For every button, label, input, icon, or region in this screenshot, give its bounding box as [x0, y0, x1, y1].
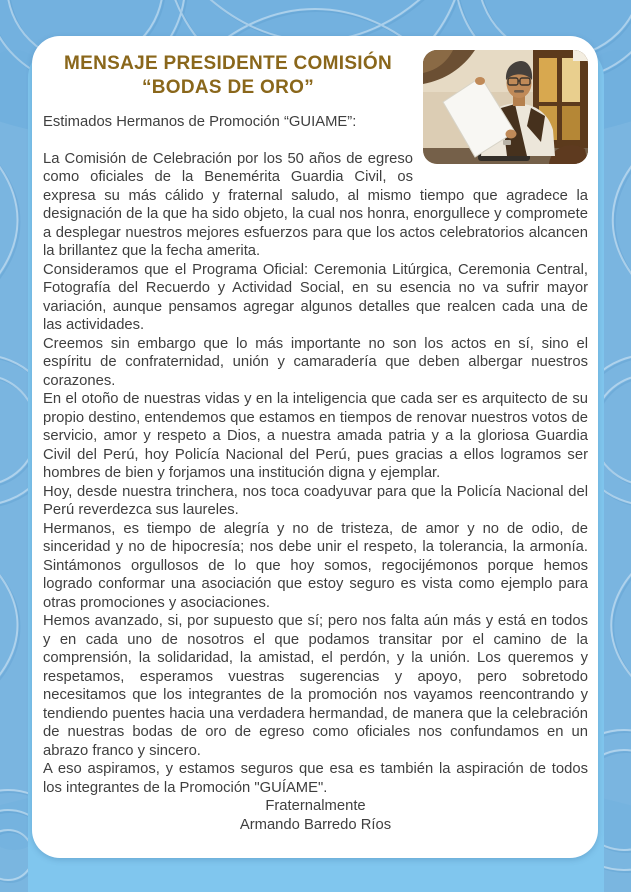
page-title-line1: MENSAJE PRESIDENTE COMISIÓN	[64, 53, 392, 74]
paragraph-3: Creemos sin embargo que lo más importante no son los actos en sí, sino el espíritu de confraternidad, unión y camaradería que deben albergar nuestros corazones.	[43, 335, 588, 389]
content-card	[32, 36, 598, 858]
paragraph-1: La Comisión de Celebración por los 50 años de egreso como oficiales de la Benemérita Guardia Civil, os expresa su más cálido y fraternal saludo, al mismo tiempo que agradece la designación de la que ha sido objeto, la cual nos honra, enorgullece y compromete a desplegar nuestros mejores esfuerzos para que los actos celebratorios alcancen la brillantez que la fecha amerita.	[43, 150, 588, 259]
salutation: Estimados Hermanos de Promoción “GUIAME”:	[43, 114, 357, 130]
paragraph-4: En el otoño de nuestras vidas y en la inteligencia que cada ser es arquitecto de su propio destino, entendemos que estamos en tiempos de renovar nuestros votos de servicio, amor y respeto a Dios, a nuestra amada patria y a la gloriosa Guardia Civil del Perú, hoy Policía Nacional del Perú, pues gracias a ellos logramos ser hombres de bien y forjamos una institución digna y ejemplar.	[43, 391, 588, 481]
signature-name: Armando Barredo Ríos	[239, 816, 392, 833]
page-title-line2: “BODAS DE ORO”	[141, 77, 315, 98]
closing-word: Fraternalmente	[265, 798, 366, 814]
paragraph-5: Hoy, desde nuestra trinchera, nos toca coadyuvar para que la Policía Nacional del Perú reverdezca sus laureles.	[43, 483, 588, 518]
paragraph-8: A eso aspiramos, y estamos seguros que esa es también la aspiración de todos los integrantes de la Promoción "GUÍAME".	[43, 761, 588, 796]
message-body	[43, 113, 588, 797]
president-reading-letter-photo	[423, 50, 588, 164]
paragraph-7: Hemos avanzado, si, por supuesto que sí; pero nos falta aún más y está en todos y en cada uno de nosotros el que podamos transitar por el camino de la comprensión, la solidaridad, la amistad, el perdón, y la unión. Los queremos y respetamos, esperamos vuestras sugerencias y apoyo, pero sobretodo necesitamos que los integrantes de la promoción nos vayamos reencontrando y tendiendo puentes hacia una verdadera hermandad, de manera que la celebración de nuestras bodas de oro de egreso como oficiales nos confundamos en un abrazo franco y sincero.	[43, 613, 588, 759]
paragraph-2: Consideramos que el Programa Oficial: Ceremonia Litúrgica, Ceremonia Central, Fotografía del Recuerdo y Actividad Social, en su esencia no va sufrir mayor variación, aunque pensamos agregar algunos detalles que realcen cada una de las actividades.	[43, 261, 588, 333]
paragraph-6: Hermanos, es tiempo de alegría y no de tristeza, de amor y no de odio, de sinceridad y no de hipocresía; nos debe unir el respeto, la tolerancia, la armonía. Sintámonos orgullosos de lo que hoy somos, regocijémonos porque hemos logrado conformar una asociación que estoy seguro es vista como ejemplo para otras promociones y asociaciones.	[43, 520, 588, 611]
closing-signature	[43, 797, 588, 834]
